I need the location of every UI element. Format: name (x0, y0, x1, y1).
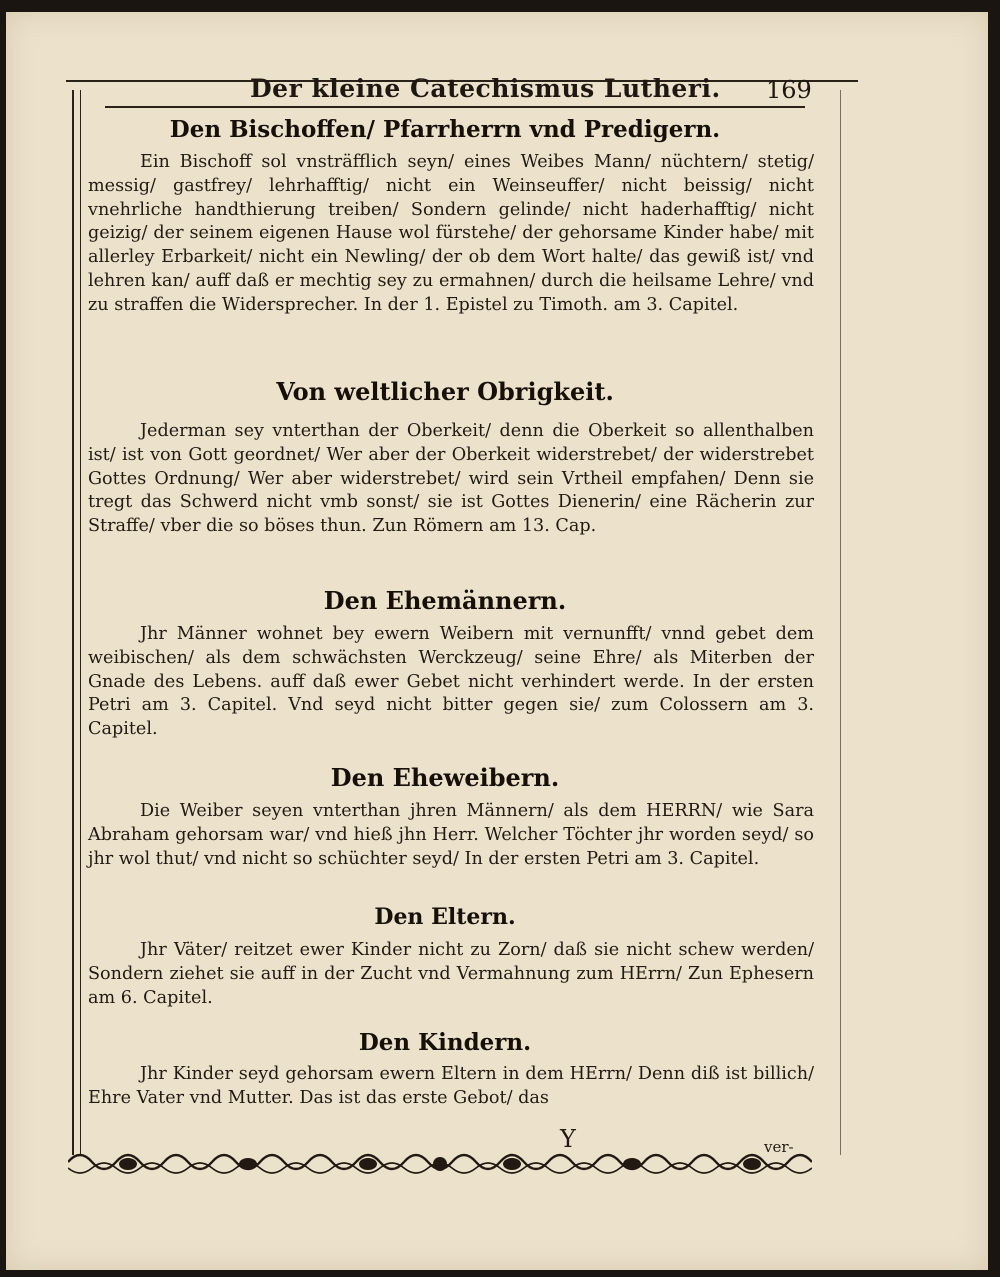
section-heading: Den Bischoffen/ Pfarrherrn vnd Predigern. (169, 116, 721, 143)
section-paragraph: Die Weiber seyen vnterthan jhren Männern/ als dem HERRN/ wie Sara Abraham gehorsam war/ vnd hieß jhn Herr. Welcher Töchter jhr worden seyd/ so jhr wol thut/ vnd nicht so schüchter seyd/ In der ersten Petri am 3. Capitel. (88, 801, 814, 869)
section-paragraph: Ein Bischoff sol vnsträfflich seyn/ eines Weibes Mann/ nüchtern/ stetig/ messig/ gastfrey/ lehrhafftig/ nicht ein Weinseuffer/ nicht beissig/ nicht vnehrliche handthierung treiben/ Sondern gelinde/ nicht haderhafftig/ nicht geizig/ der seinem eigenen Hause wol fürstehe/ der gehorsame Kinder habe/ mit allerley Erbarkeit/ nicht ein Newling/ der ob dem Wort halte/ das gewiß ist/ vnd lehren kan/ auff daß er mechtig sey zu ermahnen/ durch die heilsame Lehre/ vnd zu straffen die Widersprecher. In der 1. Epistel zu Timoth. am 3. Capitel. (88, 152, 814, 315)
section-paragraph: Jederman sey vnterthan der Oberkeit/ denn die Oberkeit so allenthalben ist/ ist von Gott geordnet/ Wer aber der Oberkeit widerstrebet/ der widerstrebet Gottes Ordnung/ Wer aber widerstrebet/ wird sein Vrtheil empfahen/ Denn sie tregt das Schwerd nicht vmb sonst/ sie ist Gottes Dienerin/ eine Rächerin zur Straffe/ vber die so böses thun. Zun Römern am 13. Cap. (88, 421, 814, 537)
decorative-border-ornament (68, 1142, 812, 1182)
running-title: Der kleine Catechismus Lutheri. (250, 74, 721, 103)
section-paragraph: Jhr Väter/ reitzet ewer Kinder nicht zu Zorn/ daß sie nicht schew werden/ Sondern ziehet sie auff in der Zucht vnd Vermahnung zum HErrn/ Zun Ephesern am 6. Capitel. (88, 940, 814, 1008)
page-number: 169 (766, 76, 812, 104)
section-heading: Von weltlicher Obrigkeit. (276, 377, 614, 406)
section-heading: Den Eheweibern. (330, 763, 560, 792)
section-heading: Den Kindern. (358, 1029, 532, 1056)
section-heading: Den Ehemännern. (323, 586, 567, 615)
header-rule (105, 106, 805, 108)
left-margin-rule (72, 90, 74, 1155)
left-margin-rule-inner (80, 90, 81, 1155)
section-heading: Den Eltern. (374, 904, 516, 930)
signature-mark: Y (560, 1125, 576, 1153)
catchword: ver- (764, 1138, 794, 1156)
section-paragraph: Jhr Kinder seyd gehorsam ewern Eltern in dem HErrn/ Denn diß ist billich/ Ehre Vater vnd Mutter. Das ist das erste Gebot/ das (88, 1064, 814, 1108)
section-paragraph: Jhr Männer wohnet bey ewern Weibern mit vernunfft/ vnnd gebet dem weibischen/ als dem schwächsten Werckzeug/ seine Ehre/ als Miterben der Gnade des Lebens. auff daß ewer Gebet nicht verhindert werde. In der ersten Petri am 3. Capitel. Vnd seyd nicht bitter gegen sie/ zum Colossern am 3. Capitel. (88, 624, 814, 740)
right-margin-rule (840, 90, 841, 1155)
